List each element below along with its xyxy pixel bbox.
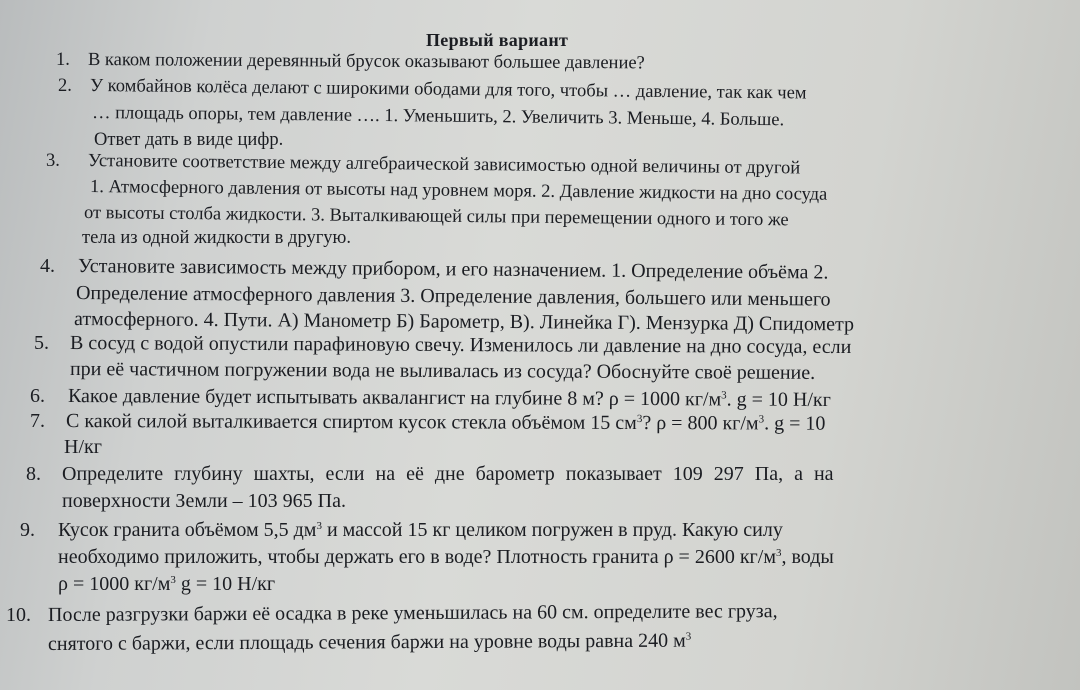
superscript: 3 xyxy=(685,630,692,643)
question-text-line: С какой силой выталкивается спиртом кусок стекла объёмом 15 $см^3$? ρ = 800 $кг/м^3$. g = 10 xyxy=(65,410,826,435)
superscript: 3 xyxy=(758,413,765,426)
question-text-line: В сосуд с водой опустили парафиновую свечу. Изменилось ли давление на дно сосуда, если xyxy=(69,332,852,359)
question-number: 1. xyxy=(56,50,70,70)
question-text-line: 1. Атмосферного давления от высоты над уровнем моря. 2. Давление жидкости на дно сосуда xyxy=(89,177,828,205)
question-text-line: Установите зависимость между прибором, и его назначением. 1. Определение объёма 2. xyxy=(77,255,829,284)
superscript: 3 xyxy=(721,389,727,402)
question-number: 10. xyxy=(6,604,31,626)
question-text-line: от высоты столба жидкости. 3. Выталкивающей силы при перемещении одного и того же xyxy=(83,203,789,231)
question-number: 7. xyxy=(30,410,45,432)
superscript: 3 xyxy=(170,574,176,586)
question-number: 9. xyxy=(20,519,35,541)
question-text-line: Н/кг xyxy=(64,436,102,458)
question-text-line: В каком положении деревянный брусок оказывают большее давление? xyxy=(87,50,645,74)
question-number: 6. xyxy=(30,385,45,407)
page-title: Первый вариант xyxy=(426,30,569,50)
question-number: 8. xyxy=(26,463,41,485)
question-text-line: при её частичном погружении вода не выливалась из сосуда? Обоснуйте своё решение. xyxy=(69,358,816,384)
question-text-line: Какое давление будет испытывать аквалангист на глубине 8 м? ρ = 1000 $кг/м^3$. g = 10 Н/кг xyxy=(67,385,831,411)
question-text-line: Ответ дать в виде цифр. xyxy=(94,130,284,150)
question-number: 5. xyxy=(34,332,49,354)
question-text-line: атмосферного. 4. Пути. А) Манометр Б) Барометр, В). Линейка Г). Мензурка Д) Спидометр xyxy=(73,308,855,336)
question-number: 3. xyxy=(46,151,60,171)
question-text-line: тела из одной жидкости в другую. xyxy=(82,228,351,248)
superscript: 3 xyxy=(636,412,643,426)
question-text-line: поверхности Земли – 103 965 Па. xyxy=(62,490,346,512)
question-text-line: необходимо приложить, чтобы держать его в воде? Плотность гранита ρ = 2600 $кг/м^3$, воды xyxy=(58,546,834,568)
question-number: 4. xyxy=(40,255,55,277)
superscript: 3 xyxy=(775,547,782,559)
superscript: 3 xyxy=(316,520,322,532)
question-text-line: Определите глубину шахты, если на её дне барометр показывает 109 297 Па, а на xyxy=(62,463,834,485)
question-text-line: ρ = 1000 $кг/м^3$ g = 10 Н/кг xyxy=(58,573,276,595)
question-text-line: Кусок гранита объёмом 5,5 $дм^3$ и массой 15 кг целиком погружен в пруд. Какую силу xyxy=(58,519,783,541)
question-text-line: снятого с баржи, если площадь сечения баржи на уровне воды равна 240 $м^3$ xyxy=(47,629,692,655)
question-text-line: Определение атмосферного давления 3. Определение давления, большего или меньшего xyxy=(75,282,831,311)
question-text-line: Установите соответствие между алгебраической зависимостью одной величины от другой xyxy=(87,151,801,179)
question-text-line: После разгрузки баржи её осадка в реке уменьшилась на 60 см. определите вес груза, xyxy=(47,600,778,626)
question-text-line: У комбайнов колёса делают с широкими ободами для того, чтобы … давление, так как чем xyxy=(89,76,807,104)
question-number: 2. xyxy=(58,76,72,96)
question-text-line: … площадь опоры, тем давление …. 1. Уменьшить, 2. Увеличить 3. Меньше, 4. Больше. xyxy=(91,103,785,131)
